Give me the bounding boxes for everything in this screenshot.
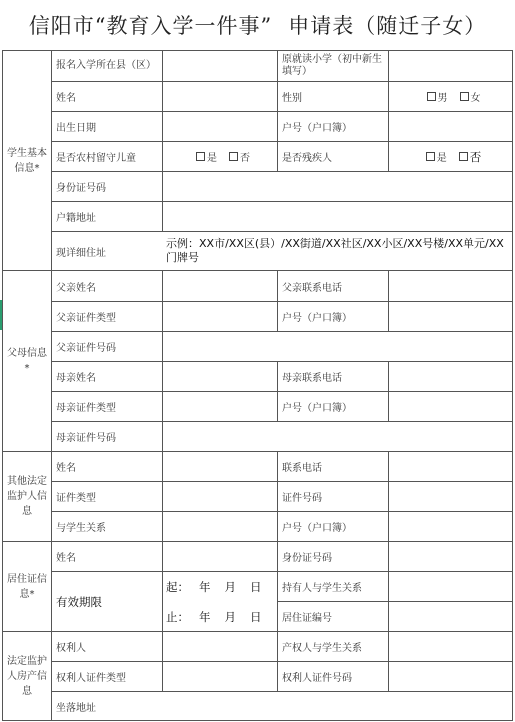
label-id-number: 身份证号码: [56, 183, 106, 194]
label-father-doc-type: 父亲证件类型: [56, 313, 116, 324]
checkbox-disabled-yes[interactable]: [426, 152, 435, 161]
input-permit-number[interactable]: [389, 602, 512, 631]
checkbox-male[interactable]: [427, 92, 436, 101]
input-permit-id[interactable]: [389, 542, 512, 571]
start-year: 年: [199, 579, 211, 594]
left-behind-options: [163, 142, 277, 171]
checkbox-female[interactable]: [460, 92, 469, 101]
label-guardian-doc-type: 证件类型: [56, 493, 96, 504]
label-permit-name: 姓名: [56, 553, 76, 564]
label-father-phone: 父亲联系电话: [282, 282, 342, 294]
label-owner-doc-no: 权利人证件号码: [282, 673, 352, 684]
current-address-example[interactable]: 示例：XX市/XX区(县）/XX街道/XX社区/XX小区/XX号楼/XX单元/XX门牌号: [166, 237, 504, 264]
section-student: 学生基本信息*: [7, 147, 47, 174]
input-property-address[interactable]: [163, 692, 512, 720]
form-title: [0, 0, 515, 50]
option-disabled-no: 否: [469, 149, 482, 164]
label-owner-relation: 产权人与学生关系: [282, 643, 362, 654]
input-father-name[interactable]: [163, 271, 277, 301]
label-permit-id: 身份证号码: [282, 553, 332, 564]
section-parents: 父母信息*: [7, 348, 47, 374]
label-father-hukou: 户号（户口簿）: [282, 313, 352, 324]
input-guardian-phone[interactable]: [389, 452, 512, 481]
start-day: 日: [250, 579, 262, 594]
input-guardian-doc-no[interactable]: [389, 482, 512, 511]
validity-end-date[interactable]: [163, 602, 277, 631]
label-disabled: 是否残疾人: [282, 153, 332, 164]
end-month: 月: [224, 609, 236, 624]
rule: [512, 50, 513, 721]
input-mother-name[interactable]: [163, 362, 277, 391]
input-mother-phone[interactable]: [389, 362, 512, 391]
input-id-number[interactable]: [163, 172, 512, 201]
option-male: 男: [437, 93, 448, 104]
label-left-behind: 是否农村留守儿童: [56, 153, 136, 164]
section-property: 法定监护人房产信息: [7, 655, 47, 697]
input-father-hukou[interactable]: [389, 302, 512, 331]
label-current-address: 现详细住址: [56, 247, 106, 259]
input-father-doc-no[interactable]: [163, 332, 512, 361]
label-guardian-relation: 与学生关系: [56, 523, 106, 534]
input-owner-doc-no[interactable]: [389, 662, 512, 691]
checkbox-disabled-no[interactable]: [459, 152, 468, 161]
input-registered-address[interactable]: [163, 202, 512, 231]
rule: [2, 720, 513, 721]
option-female: 女: [470, 93, 481, 104]
label-owner: 权利人: [56, 643, 86, 654]
input-holder-relation[interactable]: [389, 572, 512, 601]
input-guardian-relation[interactable]: [163, 512, 277, 541]
input-owner-doc-type[interactable]: [163, 662, 277, 691]
input-guardian-doc-type[interactable]: [163, 482, 277, 511]
label-mother-phone: 母亲联系电话: [282, 373, 342, 384]
label-previous-school: 原就读小学（初中新生填写）: [282, 54, 382, 77]
start-month: 月: [224, 579, 236, 594]
label-father-doc-no: 父亲证件号码: [56, 343, 116, 354]
label-mother-doc-type: 母亲证件类型: [56, 403, 116, 414]
label-student-name: 姓名: [56, 93, 76, 104]
form-title-sub: 申请表（随迁子女）: [288, 14, 487, 38]
option-left-behind-yes: 是: [207, 153, 217, 164]
label-permit-number: 居住证编号: [282, 613, 332, 624]
input-permit-name[interactable]: [163, 542, 277, 571]
label-guardian-phone: 联系电话: [282, 463, 322, 474]
input-birth-date[interactable]: [163, 112, 277, 141]
option-disabled-yes: 是: [436, 153, 447, 164]
checkbox-left-behind-no[interactable]: [229, 152, 238, 161]
label-holder-relation: 持有人与学生关系: [282, 583, 362, 594]
input-previous-school[interactable]: [389, 51, 512, 81]
label-enroll-county: 报名入学所在县（区）: [56, 60, 156, 71]
label-property-address: 坐落地址: [56, 702, 96, 714]
input-mother-doc-type[interactable]: [163, 392, 277, 421]
input-owner[interactable]: [163, 632, 277, 661]
label-student-hukou: 户号（户口簿）: [282, 123, 352, 134]
form-title-main: 信阳市“教育入学一件事”: [28, 14, 273, 38]
validity-start-date[interactable]: [163, 572, 277, 601]
label-registered-address: 户籍地址: [56, 213, 96, 224]
end-year: 年: [199, 609, 211, 624]
input-student-name[interactable]: [163, 82, 277, 111]
end-day: 日: [250, 609, 262, 624]
validity-start-label: 起：: [166, 579, 189, 594]
input-mother-doc-no[interactable]: [163, 422, 512, 451]
section-residence: 居住证信息*: [7, 573, 47, 600]
input-enroll-county[interactable]: [163, 51, 277, 81]
section-guardian: 其他法定监护人信息: [7, 476, 47, 517]
input-father-phone[interactable]: [389, 271, 512, 301]
input-guardian-name[interactable]: [163, 452, 277, 481]
input-father-doc-type[interactable]: [163, 302, 277, 331]
gender-options: [389, 82, 512, 111]
label-father-name: 父亲姓名: [56, 282, 96, 294]
input-owner-relation[interactable]: [389, 632, 512, 661]
input-student-hukou[interactable]: [389, 112, 512, 141]
label-mother-hukou: 户号（户口簿）: [282, 403, 352, 414]
label-birth-date: 出生日期: [56, 123, 96, 134]
input-mother-hukou[interactable]: [389, 392, 512, 421]
checkbox-left-behind-yes[interactable]: [196, 152, 205, 161]
label-mother-name: 母亲姓名: [56, 373, 96, 384]
label-owner-doc-type: 权利人证件类型: [56, 673, 126, 684]
label-guardian-name: 姓名: [56, 463, 76, 474]
disabled-options: [389, 142, 512, 171]
validity-end-label: 止：: [166, 609, 189, 624]
option-left-behind-no: 否: [240, 153, 250, 164]
label-mother-doc-no: 母亲证件号码: [56, 433, 116, 444]
label-guardian-doc-no: 证件号码: [282, 493, 322, 504]
input-guardian-hukou[interactable]: [389, 512, 512, 541]
label-validity-period: 有效期限: [56, 594, 102, 609]
label-gender: 性别: [282, 93, 302, 104]
label-guardian-hukou: 户号（户口簿）: [282, 523, 352, 534]
